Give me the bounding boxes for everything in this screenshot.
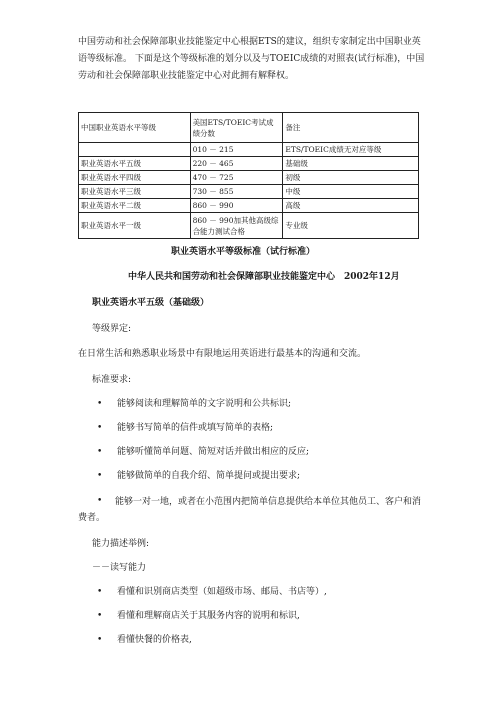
table-cell: 专业级 [283, 213, 419, 239]
table-cell: 基础级 [283, 157, 419, 171]
bullet-icon: • [97, 447, 103, 457]
example-item: 看懂快餐的价格表, [117, 635, 192, 645]
requirement-item: 能够书写简单的信件或填写简单的表格; [117, 423, 274, 433]
issuer-line: 中华人民共和国劳动和社会保障部职业技能鉴定中心 2002年12月 [128, 272, 400, 282]
table-cell: 中级 [283, 185, 419, 199]
table-cell: 010 － 215 [190, 143, 283, 157]
table-row [79, 199, 419, 213]
table-cell: 220 － 465 [190, 157, 283, 171]
table-row [79, 185, 419, 199]
example-item: 看懂和识别商店类型（如超级市场、邮局、书店等）, [117, 587, 327, 597]
table-header-cell: 备注 [283, 113, 419, 143]
bullet-icon: • [97, 471, 103, 481]
standard-title: 职业英语水平等级标准（试行标准） [171, 247, 316, 257]
table-cell: 高级 [283, 199, 419, 213]
table-header-cell: 中国职业英语水平等级 [79, 113, 191, 143]
table-row [79, 157, 419, 171]
definition-text: 在日常生活和熟悉职业场景中有限地运用英语进行最基本的沟通和交流。 [78, 349, 367, 359]
bullet-icon: • [97, 423, 103, 433]
table-header-row [79, 113, 419, 143]
bullet-icon: • [97, 611, 103, 621]
table-row [79, 213, 419, 239]
requirement-item: 能够阅读和理解简单的文字说明和公共标识; [117, 399, 292, 409]
table-cell: 职业英语水平四级 [79, 171, 191, 185]
requirements-label: 标准要求: [92, 375, 132, 385]
bullet-icon: • [97, 635, 103, 645]
table-cell: 职业英语水平二级 [79, 199, 191, 213]
bullet-icon: • [97, 587, 103, 597]
bullet-icon: • [97, 496, 103, 506]
table-row [79, 143, 419, 157]
reading-writing-label: －－读写能力 [92, 563, 147, 573]
table-cell: 职业英语水平三级 [79, 185, 191, 199]
requirement-item: 能够听懂简单问题、简短对话并做出相应的反应; [117, 447, 310, 457]
table-cell: 470 － 725 [190, 171, 283, 185]
definition-label: 等级界定: [92, 324, 132, 334]
examples-label: 能力描述举例: [92, 539, 150, 549]
table-cell: 730 － 855 [190, 185, 283, 199]
table-cell [79, 143, 191, 157]
table-cell: 初级 [283, 171, 419, 185]
bullet-icon: • [97, 399, 103, 409]
table-cell: ETS/TOEIC成绩无对应等级 [283, 143, 419, 157]
table-row [79, 171, 419, 185]
table-cell: 860 － 990加其他高级综合能力测试合格 [190, 213, 283, 239]
table-cell: 职业英语水平五级 [79, 157, 191, 171]
table-cell: 860 － 990 [190, 199, 283, 213]
table-header-cell: 美国ETS/TOEIC考试成绩分数 [190, 113, 283, 143]
example-item: 看懂和理解商店关于其服务内容的说明和标识, [117, 611, 300, 621]
intro-paragraph: 中国劳动和社会保障部职业技能鉴定中心根据ETS的建议，组织专家制定出中国职业英语等级标准。 下面是这个等级标准的划分以及与TOEIC成绩的对照表(试行标准)，中国劳动和社会保障部职业技能鉴定中心对此拥有解释权。 [78, 37, 425, 81]
requirement-item: 能够做简单的自我介绍、简单提问或提出要求; [117, 471, 301, 481]
level-heading: 职业英语水平五级（基础级） [92, 298, 210, 308]
grade-comparison-table [78, 112, 419, 239]
table-cell: 职业英语水平一级 [79, 213, 191, 239]
requirement-item: 能够一对一地，或者在小范围内把简单信息提供给本单位其他员工、客户和消费者。 [78, 497, 422, 523]
